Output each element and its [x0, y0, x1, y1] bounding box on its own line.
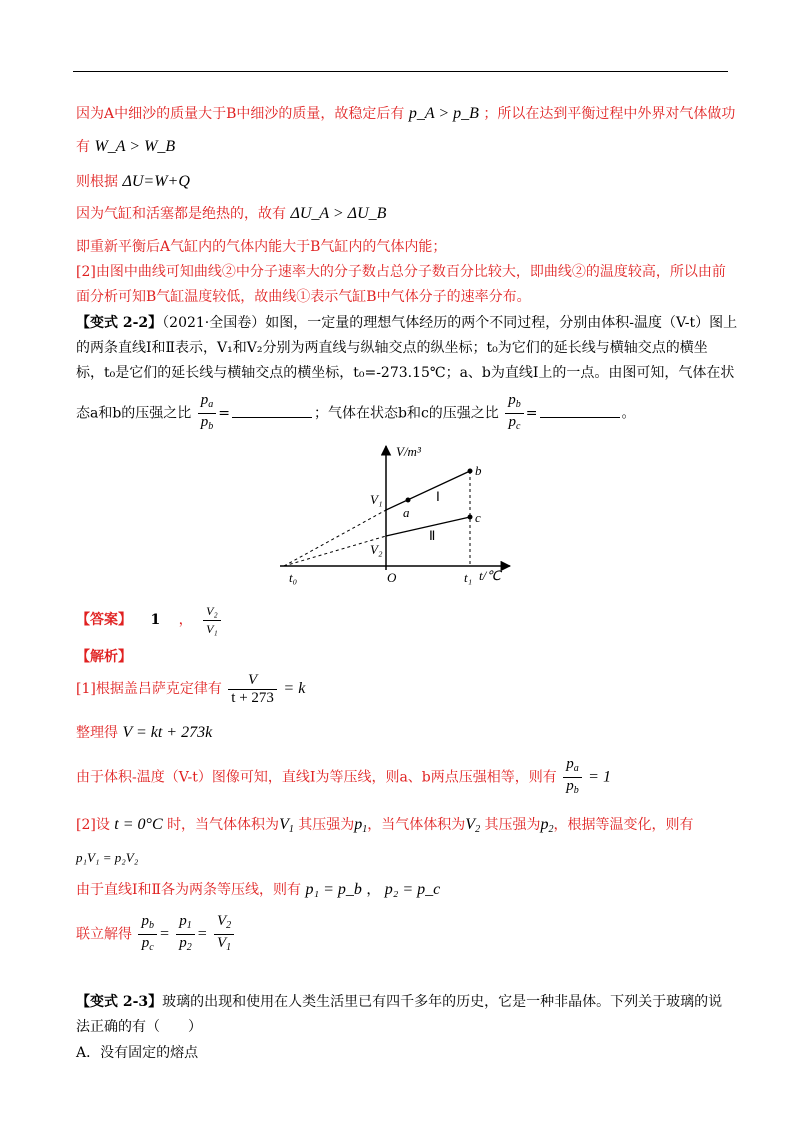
origin-label: O	[387, 570, 397, 585]
line1-extension	[284, 510, 386, 566]
line-II	[386, 517, 470, 536]
point-c-label: c	[475, 510, 481, 525]
point-b-label: b	[475, 463, 482, 478]
problem-line-2: 的两条直线Ⅰ和Ⅱ表示，V₁和V₂分别为两直线与纵轴交点的纵坐标；t₀为它们的延长线与横轴交点的横坐	[76, 340, 708, 356]
answer-label: 【答案】	[76, 612, 132, 628]
answer-line: 【答案】 1 ， $\frac{\text{V₂}}{\text{V₁}}$	[76, 602, 223, 638]
point-a-label: a	[403, 505, 410, 520]
point-a	[406, 498, 411, 503]
answer-blank-1[interactable]	[232, 403, 312, 418]
next-problem-line-2: 法正确的有（ ）	[76, 1019, 202, 1035]
v2-label: V₂	[370, 542, 383, 557]
x-axis-label: t/℃	[479, 568, 501, 583]
analysis-step-2: 整理得 V = kt + 273k	[76, 724, 213, 741]
analysis-step-4: [2]设 t = 0°C 时，当气体体积为$V_1$ 其压强为$p_1$，当气体体积为$V_2$ 其压强为$p_2$，根据等温变化，则有	[76, 816, 694, 835]
math-pa-gt-pb: p_A > p_B	[408, 105, 479, 122]
analysis-step-5: p₁V₁ = p₂V₂	[76, 850, 139, 865]
answer-fraction: $\frac{\text{V₂}}{\text{V₁}}$	[203, 603, 221, 638]
analysis-step-1: [1]根据盖吕萨克定律有 $\frac{V}{t + 273}$ = k	[76, 671, 306, 706]
fraction-pb-pc: $\frac{p_b}{p_c}$	[505, 392, 524, 435]
math-wa-gt-wb: W_A > W_B	[94, 138, 176, 155]
problem-line-1: 【变式 2-2】（2021·全国卷）如图，一定量的理想气体经历的两个不同过程，分别由体积-温度（V-t）图上	[76, 315, 738, 331]
solution-line-2: 有 W_A > W_B	[76, 138, 176, 155]
math-du-compare: ΔU_A > ΔU_B	[290, 205, 387, 222]
answer-value-1: 1	[150, 612, 161, 628]
solution-line-6: [2]由图中曲线可知曲线②中分子速率大的分子数占总分子数百分比较大，即曲线②的温度较高，所以由前	[76, 264, 726, 280]
next-problem-line-1: 【变式 2-3】玻璃的出现和使用在人类生活里已有四千多年的历史，它是一种非晶体。下列关于玻璃的说	[76, 994, 723, 1010]
v1-label: V₁	[370, 492, 383, 507]
line-I	[386, 471, 470, 510]
y-axis-label: V/m³	[396, 444, 421, 459]
point-c	[468, 515, 473, 520]
solution-line-7: 面分析可知B气缸温度较低，故曲线①表示气缸B中气体分子的速率分布。	[76, 289, 531, 305]
solution-line-1: 因为A中细沙的质量大于B中细沙的质量，故稳定后有 p_A > p_B ；所以在达到平衡过程中外界对气体做功	[76, 105, 736, 122]
t1-label: t₁	[464, 570, 473, 585]
next-problem-header: 【变式 2-3】	[76, 994, 163, 1010]
header-rule	[73, 71, 728, 72]
vt-graph	[270, 440, 530, 590]
solution-line-3: 则根据 ΔU=W+Q	[76, 173, 190, 190]
problem-line-3: 标，t₀是它们的延长线与横轴交点的横坐标，t₀=-273.15℃；a、b为直线Ⅰ上的一点。由图可知，气体在状	[76, 365, 735, 381]
analysis-label: 【解析】	[76, 649, 132, 665]
problem-header: 【变式 2-2】	[76, 315, 163, 331]
line2-label: Ⅱ	[429, 528, 436, 543]
answer-blank-2[interactable]	[540, 403, 620, 418]
point-b	[468, 469, 473, 474]
line1-label: Ⅰ	[436, 489, 440, 504]
math-first-law: ΔU=W+Q	[122, 173, 190, 190]
t0-label: t₀	[289, 570, 298, 585]
solution-line-4: 因为气缸和活塞都是绝热的，故有 ΔU_A > ΔU_B	[76, 205, 387, 222]
analysis-step-7: 联立解得 $\frac{p_b}{p_c}$ = $\frac{p_1}{p_2}$ = $\frac{V_2}{V_1}$	[76, 913, 236, 956]
analysis-step-6: 由于直线Ⅰ和Ⅱ各为两条等压线，则有 p₁ = p_b ， p₂ = p_c	[76, 881, 441, 898]
fraction-pa-pb: $\frac{p_a}{p_b}$	[198, 392, 217, 435]
analysis-step-3: 由于体积-温度（V-t）图像可知，直线Ⅰ为等压线，则a、b两点压强相等，则有 $\frac{p_a}{p_b}$ = 1	[76, 756, 611, 796]
problem-line-4: 态a和b的压强之比 $\frac{p_a}{p_b}$ = ；气体在状态b和c的压强之比 $\frac{p_b}{p_c}$ = 。	[76, 392, 636, 435]
solution-line-5: 即重新平衡后A气缸内的气体内能大于B气缸内的气体内能；	[76, 239, 447, 255]
option-a[interactable]: A．没有固定的熔点	[76, 1045, 199, 1061]
